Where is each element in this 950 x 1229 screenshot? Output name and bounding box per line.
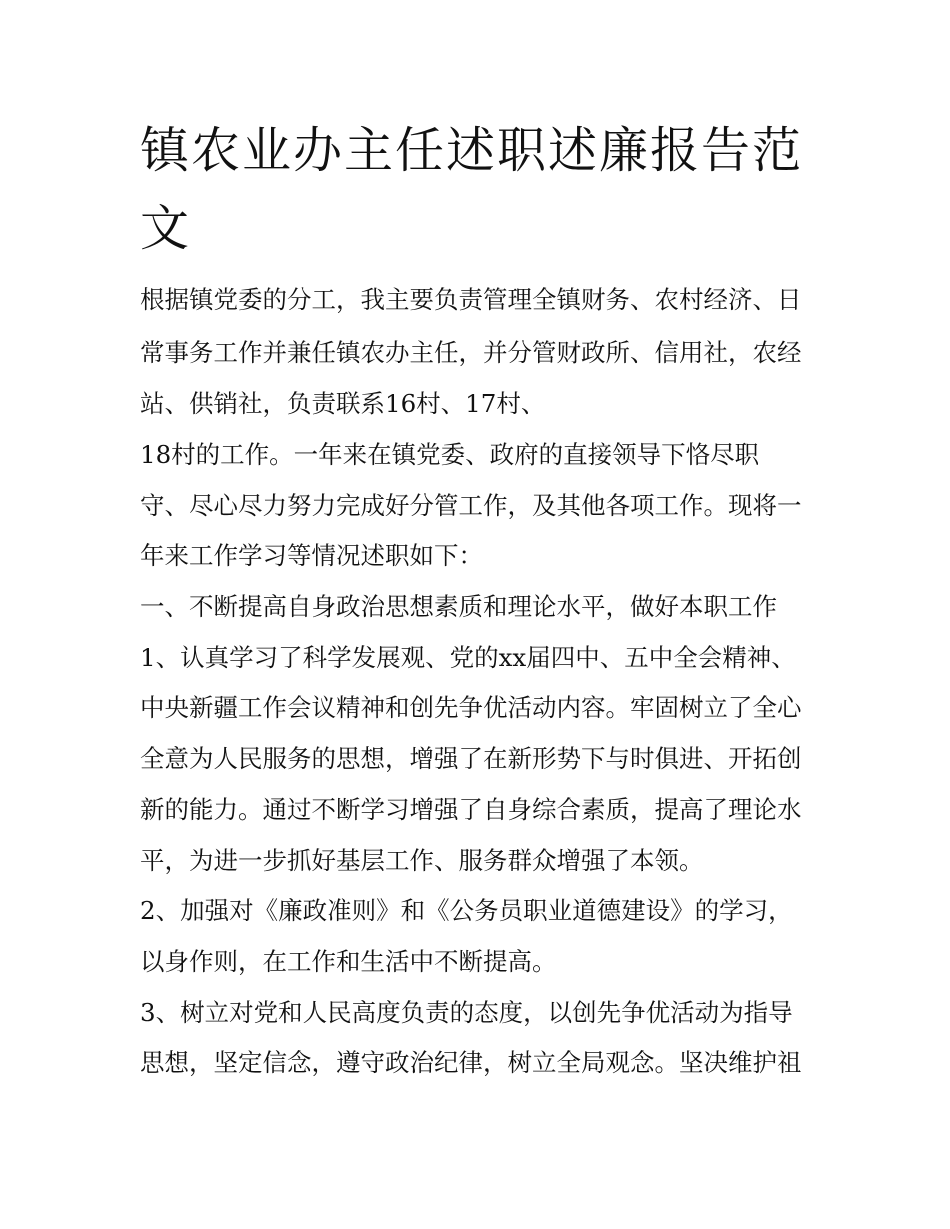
body-line: 根据镇党委的分工，我主要负责管理全镇财务、农村经济、日 <box>140 285 802 314</box>
body-line: 中央新疆工作会议精神和创先争优活动内容。牢固树立了全心 <box>140 693 802 722</box>
body-line: 以身作则，在工作和生活中不断提高。 <box>140 947 557 976</box>
section-heading: 一、不断提高自身政治思想素质和理论水平，做好本职工作 <box>140 592 777 621</box>
body-line: 思想，坚定信念，遵守政治纪律，树立全局观念。坚决维护祖 <box>140 1048 802 1077</box>
document-title: 镇农业办主任述职述廉报告范文 <box>140 122 804 257</box>
body-line: 1、认真学习了科学发展观、党的xx届四中、五中全会精神、 <box>140 643 796 672</box>
body-line: 站、供销社，负责联系16村、17村、 <box>140 389 546 418</box>
body-line: 平，为进一步抓好基层工作、服务群众增强了本领。 <box>140 846 704 875</box>
body-line: 年来工作学习等情况述职如下： <box>140 541 483 570</box>
body-line: 新的能力。通过不断学习增强了自身综合素质，提高了理论水 <box>140 795 802 824</box>
body-line: 18村的工作。一年来在镇党委、政府的直接领导下恪尽职 <box>140 440 760 469</box>
body-line: 守、尽心尽力努力完成好分管工作，及其他各项工作。现将一 <box>140 491 802 520</box>
body-line: 3、树立对党和人民高度负责的态度，以创先争优活动为指导 <box>140 998 793 1027</box>
body-line: 常事务工作并兼任镇农办主任，并分管财政所、信用社，农经 <box>140 338 802 367</box>
body-line: 全意为人民服务的思想，增强了在新形势下与时俱进、开拓创 <box>140 744 802 773</box>
body-line: 2、加强对《廉政准则》和《公务员职业道德建设》的学习， <box>140 896 793 925</box>
